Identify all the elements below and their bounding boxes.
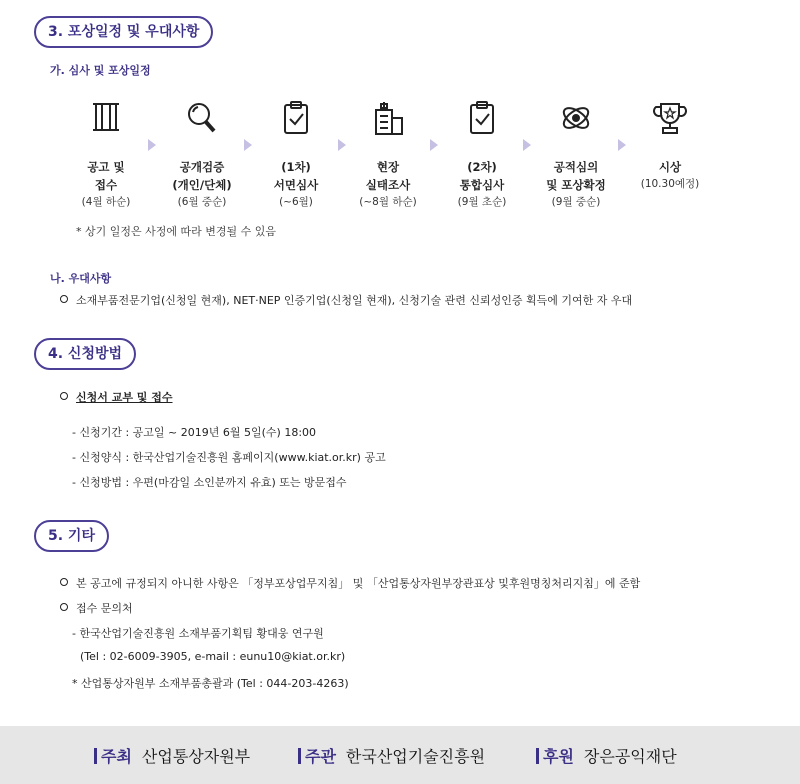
step-when: (6월 중순) — [177, 196, 227, 208]
step-line1: 공적심의 — [553, 160, 599, 174]
footer — [0, 726, 800, 784]
bar-icon — [298, 748, 301, 764]
step-line1: (2차) — [467, 160, 497, 174]
step-line1: (1차) — [281, 160, 311, 174]
step-line2: 및 포상확정 — [546, 178, 606, 192]
clipboard-check-icon — [460, 96, 504, 140]
preference-text-content: 소재부품전문기업(신청일 현재), NET·NEP 인증기업(신청일 현재), 신청기술 관련 신뢰성인증 획득에 기여한 자 우대 — [76, 294, 633, 307]
step-line2: 접수 — [94, 178, 118, 192]
building-icon — [366, 96, 410, 140]
footer-sponsor-label: 후원 — [543, 747, 574, 766]
etc-line2-text: 접수 문의처 — [76, 602, 133, 615]
etc-contact-name: - 한국산업기술진흥원 소재부품기획팀 황대웅 연구원 — [72, 627, 324, 640]
schedule-steps — [58, 96, 758, 216]
footer-sponsor — [536, 744, 677, 767]
etc-line1-text: 본 공고에 규정되지 아니한 사항은 「정부포상업무지침」 및 「산업통상자원부장관표상 및후원명칭처리지침」에 준함 — [76, 577, 641, 590]
etc-line1 — [60, 575, 640, 591]
step-site-inspection — [340, 96, 436, 210]
etc-contact-detail: (Tel : 02-6009-3905, e-mail : eunu10@kiat.or.kr) — [80, 650, 346, 663]
bar-icon — [536, 748, 539, 764]
step-announcement — [58, 96, 154, 210]
clipboard-check-icon — [274, 96, 318, 140]
footer-host-label: 주최 — [101, 747, 132, 766]
step-public-verification — [154, 96, 250, 210]
step-when: (4월 하순) — [81, 196, 131, 208]
section-title-schedule: 3. 포상일정 및 우대사항 — [34, 16, 213, 48]
preference-subtitle: 나. 우대사항 — [50, 272, 112, 285]
application-form: - 신청양식 : 한국산업기술진흥원 홈페이지(www.kiat.or.kr) 공고 — [72, 451, 386, 464]
section-title-etc: 5. 기타 — [34, 520, 109, 552]
bar-icon — [94, 748, 97, 764]
step-when: (~6월) — [279, 196, 313, 208]
step-when: (9월 중순) — [551, 196, 601, 208]
schedule-subtitle: 가. 심사 및 포상일정 — [50, 64, 151, 77]
footer-organizer-value: 한국산업기술진흥원 — [345, 747, 486, 766]
step-line2: 통합심사 — [459, 178, 505, 192]
footer-organizer — [298, 744, 485, 767]
application-heading — [60, 389, 173, 405]
step-line1: 현장 — [376, 160, 400, 174]
section-title-application: 4. 신청방법 — [34, 338, 136, 370]
footer-organizer-label: 주관 — [305, 747, 336, 766]
footer-host — [94, 744, 250, 767]
magnifier-icon — [180, 96, 224, 140]
step-merit-deliberation — [528, 96, 624, 210]
schedule-note: * 상기 일정은 사정에 따라 변경될 수 있음 — [76, 225, 276, 238]
step-line1: 공고 및 — [87, 160, 125, 174]
application-heading-text: 신청서 교부 및 접수 — [76, 391, 173, 404]
step-line2: (개인/단체) — [172, 178, 232, 192]
bullet-icon — [60, 578, 68, 586]
application-method: - 신청방법 : 우편(마감일 소인분까지 유효) 또는 방문접수 — [72, 476, 347, 489]
step-line2: 서면심사 — [273, 178, 319, 192]
application-period: - 신청기간 : 공고일 ~ 2019년 6월 5일(수) 18:00 — [72, 426, 317, 439]
step-when: (9월 초순) — [457, 196, 507, 208]
trophy-icon — [648, 96, 692, 140]
preference-text — [60, 292, 632, 308]
step-line2: 실태조사 — [365, 178, 411, 192]
etc-line2 — [60, 600, 133, 616]
footer-sponsor-value: 장은공익재단 — [583, 747, 677, 766]
step-document-review — [248, 96, 344, 210]
etc-ministry-contact: * 산업통상자원부 소재부품총괄과 (Tel : 044-203-4263) — [72, 677, 349, 690]
step-award — [622, 96, 718, 192]
bullet-icon — [60, 603, 68, 611]
bullet-icon — [60, 392, 68, 400]
step-integrated-review — [434, 96, 530, 210]
step-when: (10.30예정) — [640, 178, 700, 190]
bullet-icon — [60, 295, 68, 303]
atom-icon — [554, 96, 598, 140]
step-line1: 공개검증 — [179, 160, 225, 174]
step-line1: 시상 — [658, 160, 682, 174]
document-icon — [84, 96, 128, 140]
footer-host-value: 산업통상자원부 — [141, 747, 251, 766]
step-when: (~8월 하순) — [359, 196, 417, 208]
